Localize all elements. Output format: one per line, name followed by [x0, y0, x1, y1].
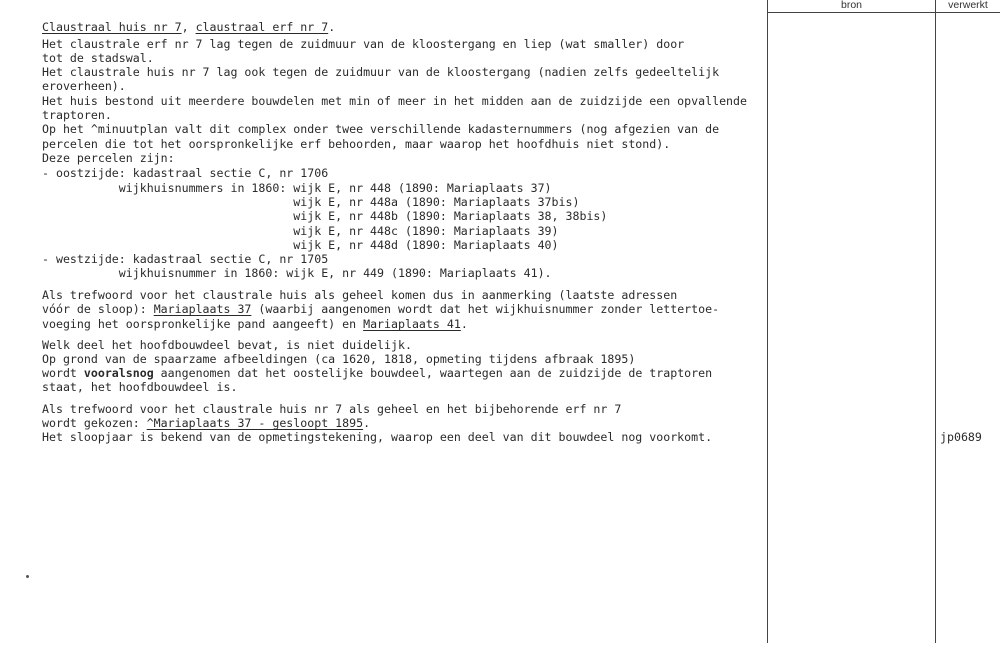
- heading-house-title: Claustraal huis nr 7: [42, 20, 182, 34]
- text-line: Als trefwoord voor het claustrale huis nr 7 als geheel en het bijbehorende erf nr 7: [42, 402, 622, 416]
- column-header-verwerkt: verwerkt: [948, 0, 988, 11]
- text-line: [42, 302, 719, 316]
- emphasis-vooralsnog: vooralsnog: [83, 366, 154, 380]
- text-fragment: .: [363, 416, 371, 430]
- text-line: Welk deel het hoofdbouwdeel bevat, is niet duidelijk.: [42, 338, 412, 352]
- text-fragment: wordt: [42, 366, 84, 380]
- list-subline: wijk E, nr 448d (1890: Mariaplaats 40): [42, 238, 559, 252]
- text-line: Het claustrale huis nr 7 lag ook tegen de zuidmuur van de kloostergang (nadien zelfs gedeeltelijk: [42, 65, 720, 79]
- text-line: Op het ^minuutplan valt dit complex onder twee verschillende kadasternummers (nog afgezien van de: [42, 122, 720, 136]
- list-subline: wijkhuisnummer in 1860: wijk E, nr 449 (1890: Mariaplaats 41).: [42, 266, 552, 280]
- text-line: tot de stadswal.: [42, 51, 154, 65]
- text-line: percelen die tot het oorspronkelijke erf behoorden, maar waarop het hoofdhuis niet stond).: [42, 137, 671, 151]
- text-line: staat, het hoofdbouwdeel is.: [42, 380, 238, 394]
- list-subline: wijkhuisnummers in 1860: wijk E, nr 448 (1890: Mariaplaats 37): [42, 181, 552, 195]
- text-line: Het claustrale erf nr 7 lag tegen de zuidmuur van de kloostergang en liep (wat smaller) door: [42, 37, 685, 51]
- column-header-bron: bron: [840, 0, 862, 11]
- text-fragment: (waarbij aangenomen wordt dat het wijkhuisnummer zonder lettertoe-: [251, 302, 720, 316]
- list-subline: wijk E, nr 448a (1890: Mariaplaats 37bis): [42, 195, 580, 209]
- column-header-rule: [767, 12, 1000, 13]
- list-item-westzijde: - westzijde: kadastraal sectie C, nr 1705: [42, 252, 329, 266]
- list-item-oostzijde: - oostzijde: kadastraal sectie C, nr 1706: [42, 166, 329, 180]
- document-heading: [42, 20, 335, 34]
- text-line: [42, 317, 468, 331]
- text-line: eroverheen).: [42, 79, 126, 93]
- text-line: Het sloopjaar is bekend van de opmetingstekening, waarop een deel van dit bouwdeel nog voorkomt.: [42, 430, 713, 444]
- text-fragment: vóór de sloop):: [42, 302, 154, 316]
- verwerkt-reference: jp0689: [940, 430, 982, 444]
- text-fragment: voeging het oorspronkelijke pand aangeeft) en: [42, 317, 364, 331]
- keyword-mariaplaats-41: Mariaplaats 41: [363, 317, 461, 331]
- keyword-chosen: ^Mariaplaats 37 - gesloopt 1895: [146, 416, 364, 430]
- heading-separator: ,: [181, 20, 196, 34]
- keyword-mariaplaats-37: Mariaplaats 37: [153, 302, 252, 316]
- text-line: traptoren.: [42, 108, 112, 122]
- heading-end: .: [328, 20, 336, 34]
- text-fragment: aangenomen dat het oostelijke bouwdeel, waartegen aan de zuidzijde de traptoren: [153, 366, 713, 380]
- column-divider-bron-left: [767, 0, 768, 643]
- text-line: Op grond van de spaarzame afbeeldingen (ca 1620, 1818, opmeting tijdens afbraak 1895): [42, 352, 636, 366]
- text-line: Als trefwoord voor het claustrale huis als geheel komen dus in aanmerking (laatste adressen: [42, 288, 678, 302]
- text-line: [42, 366, 712, 380]
- list-subline: wijk E, nr 448b (1890: Mariaplaats 38, 38bis): [42, 209, 608, 223]
- text-fragment: wordt gekozen:: [42, 416, 147, 430]
- heading-yard-title: claustraal erf nr 7: [195, 20, 329, 34]
- column-divider-verwerkt-left: [935, 0, 936, 643]
- stray-mark: [26, 575, 29, 578]
- text-line: Het huis bestond uit meerdere bouwdelen met min of meer in het midden aan de zuidzijde een opvallende: [42, 94, 747, 108]
- list-subline: wijk E, nr 448c (1890: Mariaplaats 39): [42, 224, 559, 238]
- text-line: Deze percelen zijn:: [42, 151, 175, 165]
- text-line: [42, 416, 370, 430]
- text-fragment: .: [460, 317, 468, 331]
